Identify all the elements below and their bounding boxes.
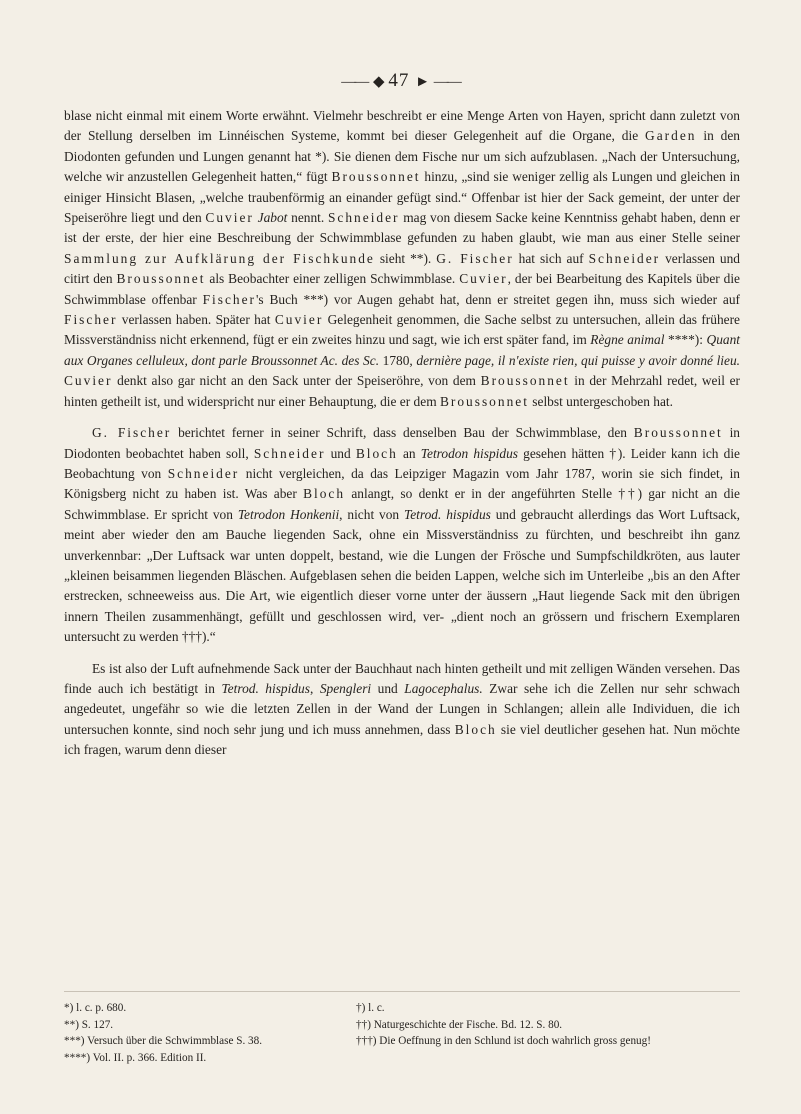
footnote xyxy=(356,1050,740,1067)
spaced-name: Bloch xyxy=(303,486,346,502)
text-run: Gelegenheit genommen, die Sache selbst zu untersuchen, allein das frühere Missverständniss nicht erkennend, fügt er ein zweites hinzu und sagt, wie ich erst später fand, im xyxy=(64,312,741,348)
spaced-name: Schneider xyxy=(167,465,240,481)
footnotes xyxy=(64,1000,740,1066)
text-run: in den Diodonten gefunden und Lungen genannt hat *). Sie dienen dem Fische nur um sich aufzublasen. „Nach der Untersuchung, welche wir anzustellen Gelegenheit hatten,“ fügt xyxy=(64,128,740,185)
footnote: ††) Naturgeschichte der Fische. Bd. 12. S. 80. xyxy=(356,1018,563,1031)
text-run: Zwar sehe ich die Zellen nur sehr schwach angedeutet, ungefähr so wie die letzten Zellen in der Wand der Lungen in Schlangen; allein alle Individuen, die ich untersuchen konnte, sind noch sehr jung und ich muss annehmen, dass xyxy=(64,680,741,737)
italic-run: Spengleri xyxy=(319,680,372,696)
text-run: , nicht von xyxy=(339,506,404,522)
italic-run: Tetrodon Honkenii xyxy=(237,506,340,522)
spaced-name: Schneider xyxy=(588,250,661,266)
text-run: hinzu, „sind sie weniger zellig als Lungen und gleichen in einiger Hinsicht Blasen, „welche traubenförmig an einander gefügt sind.“ Offenbar ist hier der Sack gemeint, der unter der Speiseröhre liegt und den xyxy=(64,169,740,226)
italic-run: Tetrod. hispidus xyxy=(404,506,491,522)
text-run: hat sich auf xyxy=(513,250,589,266)
spaced-name: Cuvier xyxy=(205,210,254,226)
footnote: ***) Versuch über die Schwimmblase S. 38. xyxy=(64,1035,263,1047)
text-run: und gebraucht allerdings das Wort Luftsack, meint aber wieder den am Bauche liegenden Sack, ohne ein Missverständniss zu fürchten, und beschreibt ihn ganz unverkennbar: „Der Luftsack war unten doppelt, bestand, wie die Lungen der Frösche und Sumpfschildkröten, aus lauter „kleinen beisammen liegenden Bläschen. Aufgeblasen sehen die beiden Lappen, welche sich im Unterleibe „bis an den After erstrecken, schneeweiss aus. Die Art, wie eigentlich dieser vorne unter der äussern „Haut liegende Sack mit den übrigen innern Theilen zusammenhängt, gefüllt und geschlossen wird, ver- „dient noch an grössern und frischern Exemplaren untersucht zu werden †††).“ xyxy=(64,506,741,645)
footnote: **) S. 127. xyxy=(64,1018,114,1031)
page-number: 47 xyxy=(388,70,410,91)
text-run: selbst untergeschoben hat. xyxy=(528,393,673,409)
paragraph xyxy=(64,106,740,412)
spaced-name: Fischer xyxy=(64,312,118,328)
text-run: in Diodonten beobachtet haben soll, xyxy=(64,425,740,461)
spaced-name: G. Fischer xyxy=(436,250,514,266)
header-right-ornament: —— xyxy=(433,74,460,90)
body-text xyxy=(64,106,740,761)
spaced-name: Broussonnet xyxy=(480,373,570,389)
header-left-ornament: —— xyxy=(341,74,368,90)
text-run: an xyxy=(397,445,421,461)
footnote: ****) Vol. II. p. 366. Edition II. xyxy=(64,1051,207,1064)
italic-run: Tetrod. hispidus xyxy=(221,680,310,696)
text-run: verlassen und citirt den xyxy=(64,250,740,287)
footnote: *) l. c. p. 680. xyxy=(64,1002,127,1014)
spaced-name: Sammlung zur Aufklärung der Fischkunde xyxy=(64,250,375,266)
text-run: mag von diesem Sacke keine Kenntniss gehabt haben, denn er ist der erste, der hier eine Beschreibung der Schwimmblase gefunden zu haben glaubt, wie man aus einer Stelle seiner xyxy=(64,210,741,246)
text-run: Es ist also der Luft aufnehmende Sack unter der Bauchhaut nach hinten getheilt und mit zelligen Wänden versehen. Das finde auch ich bestätigt in xyxy=(64,660,740,696)
text-run: gesehen hätten †). Leider kann ich die Beobachtung von xyxy=(64,445,740,481)
italic-run: Tetrodon hispidus xyxy=(420,445,518,461)
text-run: als Beobachter einer zelligen Schwimmblase. xyxy=(205,271,460,287)
spaced-name: Broussonnet xyxy=(439,393,529,409)
spaced-name: Bloch xyxy=(454,721,497,737)
spaced-name: Cuvier xyxy=(64,373,113,389)
header-arrow-right: ► xyxy=(415,74,428,90)
spaced-name: Cuvier xyxy=(274,312,324,328)
italic-run: Quant aux Organes celluleux, dont parle Broussonnet Ac. des Sc. xyxy=(64,332,741,368)
paragraph xyxy=(64,423,740,647)
spaced-name: Schneider xyxy=(253,445,326,461)
text-run: berichtet ferner in seiner Schrift, dass denselben Bau der Schwimmblase, den xyxy=(171,425,634,441)
text-run: verlassen haben. Später hat xyxy=(117,312,275,328)
spaced-name: Fischer xyxy=(202,291,257,307)
text-run: nennt. xyxy=(287,210,328,226)
text-run: sie viel deutlicher gesehen hat. Nun möchte ich fragen, warum denn dieser xyxy=(64,721,741,758)
header-arrow-left: ◆ xyxy=(373,74,383,90)
text-run: und xyxy=(371,680,405,696)
text-run: , xyxy=(309,680,320,696)
text-run: , der bei Bearbeitung des Kapitels über die Schwimmblase offenbar xyxy=(64,271,741,307)
text-run: 's Buch ***) vor Augen gehabt hat, denn er streitet gegen ihn, muss sich wieder auf xyxy=(256,291,740,307)
italic-run: Règne animal xyxy=(590,332,665,348)
text-run: denkt also gar nicht an den Sack unter der Speiseröhre, von dem xyxy=(112,373,481,389)
spaced-name: G. Fischer xyxy=(92,425,172,441)
text-run: blase nicht einmal mit einem Worte erwähnt. Vielmehr beschreibt er eine Menge Arten von Hayen, spricht dann zuletzt von der Stellung derselben im Linnéischen Systeme, kommt bei dieser Gelegenheit auf die Organe, die xyxy=(64,108,740,144)
text-run: sieht **). xyxy=(374,250,437,266)
spaced-name: Broussonnet xyxy=(116,271,206,287)
text-run: nicht vergleichen, da das Leipziger Magazin vom Jahr 1787, worin sie sich findet, in Königsberg nicht zu haben ist. Was aber xyxy=(64,465,740,502)
footnote: †) l. c. xyxy=(356,1002,385,1014)
text-run: 1780, xyxy=(379,352,417,368)
italic-run: Jabot xyxy=(257,210,288,226)
spaced-name: Cuvier xyxy=(459,271,508,287)
footnote: †††) Die Oeffnung in den Schlund ist doch wahrlich gross genug! xyxy=(356,1035,651,1047)
footnote-divider xyxy=(64,991,740,992)
spaced-name: Bloch xyxy=(355,445,398,461)
spaced-name: Garden xyxy=(645,128,697,144)
text-run: in der Mehrzahl redet, weil er hinten getheilt ist, und widerspricht nur einer Behauptung, die er dem xyxy=(64,373,740,409)
italic-run: dernière page, il n'existe rien, qui puisse y avoir donné lieu. xyxy=(416,352,740,368)
text-run: ****): xyxy=(664,332,707,348)
spaced-name: Broussonnet xyxy=(331,169,421,185)
italic-run: Lagocephalus. xyxy=(404,680,483,696)
spaced-name: Schneider xyxy=(327,210,400,226)
page-header xyxy=(0,70,801,92)
text-run: anlangt, so denkt er in der angeführten Stelle ††) gar nicht an die Schwimmblase. Er spricht von xyxy=(64,486,741,522)
paragraph xyxy=(64,659,740,761)
text-run: und xyxy=(325,445,356,461)
spaced-name: Broussonnet xyxy=(633,425,723,441)
